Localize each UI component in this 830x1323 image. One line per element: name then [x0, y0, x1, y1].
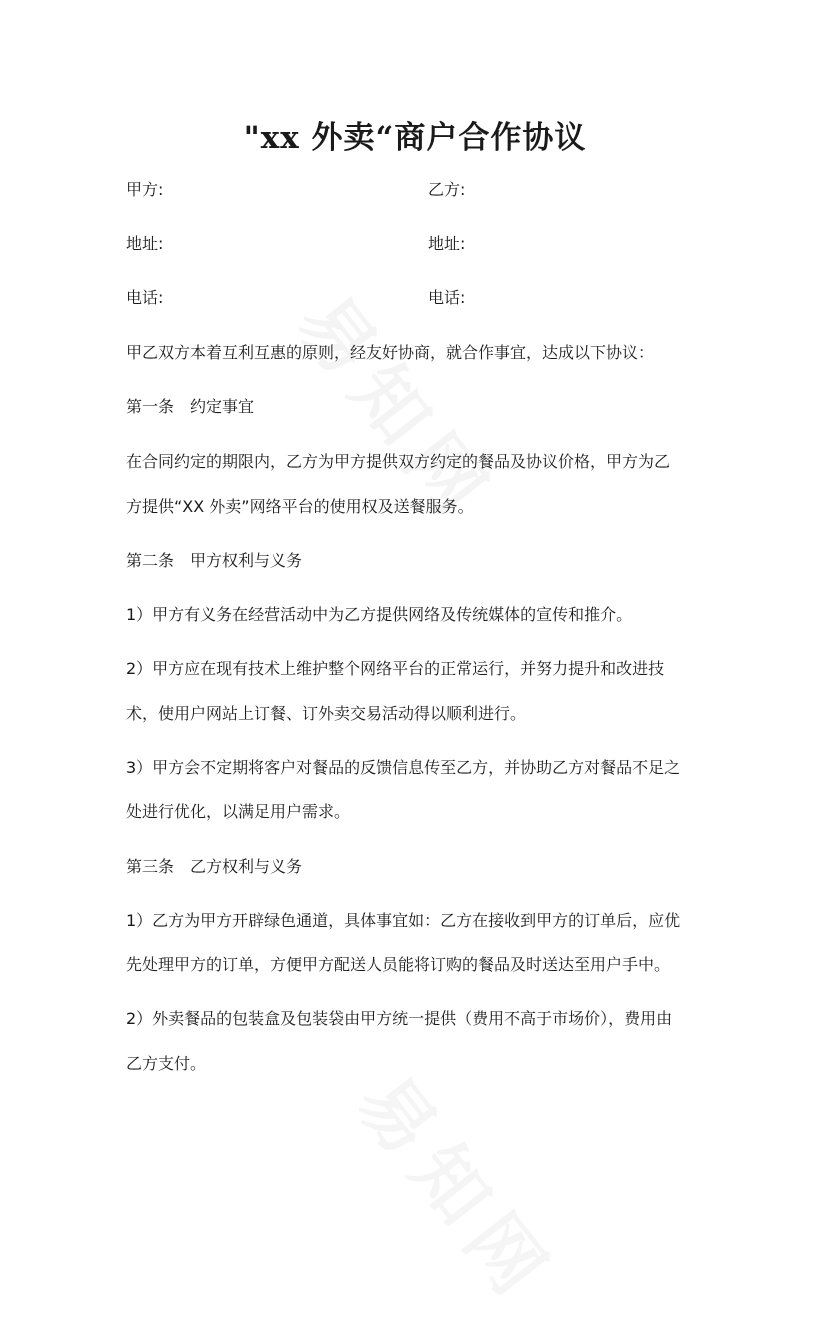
party-b-phone-label: 电话:	[428, 288, 466, 307]
list-item-line: 乙方支付。	[126, 1054, 207, 1073]
party-a-phone-label: 电话:	[126, 288, 164, 307]
list-item-line: 术，使用户网站上订餐、订外卖交易活动得以顺利进行。	[126, 704, 527, 723]
list-item-line: 2）甲方应在现有技术上维护整个网络平台的正常运行，并努力提升和改进技	[126, 659, 665, 678]
party-a-address-label: 地址:	[126, 234, 164, 253]
document-title: "xx 外卖“商户合作协议	[243, 120, 587, 156]
watermark	[336, 1050, 582, 1323]
section-heading: 第三条 乙方权利与义务	[126, 857, 303, 876]
list-item-line: 处进行优化，以满足用户需求。	[126, 802, 351, 821]
list-item-line: 先处理甲方的订单，方便甲方配送人员能将订购的餐品及时送达至用户手中。	[126, 955, 671, 974]
section-heading: 第二条 甲方权利与义务	[126, 551, 303, 570]
list-item-line: 1）甲方有义务在经营活动中为乙方提供网络及传统媒体的宣传和推介。	[126, 605, 633, 624]
paragraph-line: 在合同约定的期限内，乙方为甲方提供双方约定的餐品及协议价格，甲方为乙	[126, 452, 671, 471]
party-a-label: 甲方:	[126, 180, 164, 199]
paragraph-line: 方提供“XX 外卖”网络平台的使用权及送餐服务。	[126, 497, 474, 516]
party-b-address-label: 地址:	[428, 234, 466, 253]
list-item-line: 3）甲方会不定期将客户对餐品的反馈信息传至乙方，并协助乙方对餐品不足之	[126, 758, 681, 777]
list-item-line: 1）乙方为甲方开辟绿色通道，具体事宜如：乙方在接收到甲方的订单后，应优	[126, 911, 681, 930]
section-heading: 第一条 约定事宜	[126, 397, 255, 416]
list-item-line: 2）外卖餐品的包装盒及包装袋由甲方统一提供（费用不高于市场价），费用由	[126, 1009, 673, 1028]
intro-paragraph: 甲乙双方本着互利互惠的原则，经友好协商，就合作事宜，达成以下协议：	[126, 343, 655, 362]
party-b-label: 乙方:	[428, 180, 466, 199]
